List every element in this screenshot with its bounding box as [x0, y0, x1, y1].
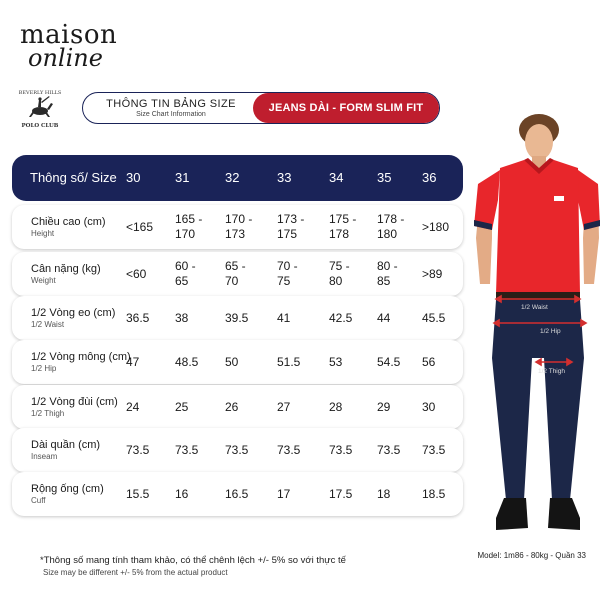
model-figure: [466, 108, 600, 548]
table-row-inseam: [12, 428, 463, 472]
size-col-header: 30: [126, 170, 141, 185]
table-cell: 50: [225, 354, 239, 369]
disclaimer-note: [40, 555, 346, 577]
table-cell: 41: [277, 310, 291, 325]
table-cell: 73.5: [126, 442, 150, 457]
table-cell: 65 - 70: [225, 259, 246, 288]
row-label-vn: Cân nặng (kg): [31, 263, 101, 275]
table-cell: 39.5: [225, 310, 249, 325]
hip-measure-label: 1/2 Hip: [540, 328, 561, 335]
size-col-header: 33: [277, 170, 292, 185]
table-cell: 47: [126, 354, 140, 369]
table-cell: 51.5: [277, 354, 301, 369]
table-cell: <60: [126, 266, 147, 281]
table-cell: 45.5: [422, 310, 446, 325]
brand-name-line2: online: [28, 44, 103, 72]
row-label-vn: 1/2 Vòng eo (cm): [31, 307, 116, 319]
row-label: [31, 205, 106, 249]
table-cell: 17: [277, 486, 291, 501]
table-cell: 80 - 85: [377, 259, 398, 288]
row-label: [31, 428, 100, 472]
title-block: [83, 93, 259, 123]
row-label-en: Height: [31, 229, 55, 238]
thigh-measure-label: 1/2 Thigh: [538, 368, 565, 375]
table-cell: 73.5: [277, 442, 301, 457]
row-label-vn: Rộng ống (cm): [31, 483, 104, 495]
table-row-hip: [12, 340, 463, 384]
table-cell: 17.5: [329, 486, 353, 501]
table-cell: 73.5: [422, 442, 446, 457]
polo-club-bottom-text: POLO CLUB: [21, 123, 59, 129]
row-label-en: 1/2 Waist: [31, 320, 65, 329]
brand-name-line1: maison: [20, 20, 118, 50]
row-label: [31, 385, 118, 429]
table-row-waist: [12, 296, 463, 340]
row-label-en: Cuff: [31, 496, 46, 505]
row-label-vn: Chiều cao (cm): [31, 216, 106, 228]
table-cell: 56: [422, 354, 436, 369]
size-col-header: 35: [377, 170, 392, 185]
table-row-thigh: [12, 385, 463, 429]
title-main: THÔNG TIN BẢNG SIZE: [106, 98, 236, 110]
table-cell: 170 - 173: [225, 212, 253, 241]
brand-logo: [20, 22, 117, 70]
table-row-cuff: [12, 472, 463, 516]
table-cell: 175 - 178: [329, 212, 357, 241]
row-label-en: 1/2 Hip: [31, 364, 57, 373]
row-label-en: Inseam: [31, 452, 58, 461]
title-sub: Size Chart Information: [136, 111, 206, 118]
row-label-en: 1/2 Thigh: [31, 409, 65, 418]
row-label: [31, 296, 115, 340]
table-cell: 42.5: [329, 310, 353, 325]
waist-measure-label: 1/2 Waist: [521, 304, 548, 311]
table-cell: 36.5: [126, 310, 150, 325]
product-type-badge: JEANS DÀI - FORM SLIM FIT: [253, 93, 439, 123]
table-cell: 73.5: [175, 442, 199, 457]
polo-club-top-text: BEVERLY HILLS: [18, 90, 62, 96]
table-cell: 178 - 180: [377, 212, 405, 241]
table-cell: 73.5: [377, 442, 401, 457]
table-cell: 28: [329, 399, 343, 414]
size-col-header: 34: [329, 170, 344, 185]
table-cell: 173 - 175: [277, 212, 305, 241]
table-cell: 16: [175, 486, 189, 501]
table-cell: 15.5: [126, 486, 150, 501]
disclaimer-en: Size may be different +/- 5% from the actual product: [43, 568, 228, 577]
table-row-weight: [12, 252, 463, 296]
table-cell: 27: [277, 399, 291, 414]
model-caption: Model: 1m86 - 80kg - Quần 33: [477, 551, 586, 560]
model-photo: [466, 108, 600, 548]
polo-club-logo: [16, 90, 64, 138]
table-cell: 70 - 75: [277, 259, 298, 288]
table-cell: 48.5: [175, 354, 199, 369]
table-cell: 38: [175, 310, 189, 325]
table-cell: 75 - 80: [329, 259, 350, 288]
table-cell: 18.5: [422, 486, 446, 501]
table-cell: 24: [126, 399, 140, 414]
row-label-en: Weight: [31, 276, 56, 285]
table-cell: 60 - 65: [175, 259, 196, 288]
disclaimer-vn: *Thông số mang tính tham khảo, có thể chênh lệch +/- 5% so với thực tế: [40, 555, 346, 566]
table-row-height: [12, 205, 463, 249]
row-label-vn: 1/2 Vòng đùi (cm): [31, 396, 118, 408]
size-col-header: 31: [175, 170, 190, 185]
table-cell: 25: [175, 399, 189, 414]
row-label-vn: Dài quần (cm): [31, 439, 101, 451]
table-cell: 30: [422, 399, 436, 414]
row-label-vn: 1/2 Vòng mông (cm): [31, 351, 131, 363]
table-cell: 54.5: [377, 354, 401, 369]
table-cell: 73.5: [329, 442, 353, 457]
table-cell: 44: [377, 310, 391, 325]
header-label: Thông số/ Size: [30, 170, 117, 185]
table-cell: <165: [126, 219, 154, 234]
table-cell: 73.5: [225, 442, 249, 457]
size-table-header: [12, 155, 463, 201]
row-label: [31, 340, 131, 384]
row-label: [31, 252, 101, 296]
table-cell: 165 - 170: [175, 212, 203, 241]
table-cell: >180: [422, 219, 450, 234]
size-chart-title: [82, 92, 440, 124]
size-col-header: 32: [225, 170, 240, 185]
table-cell: 16.5: [225, 486, 249, 501]
table-cell: >89: [422, 266, 443, 281]
table-cell: 26: [225, 399, 239, 414]
table-cell: 53: [329, 354, 343, 369]
table-cell: 29: [377, 399, 391, 414]
size-col-header: 36: [422, 170, 437, 185]
table-cell: 18: [377, 486, 391, 501]
row-label: [31, 472, 104, 516]
